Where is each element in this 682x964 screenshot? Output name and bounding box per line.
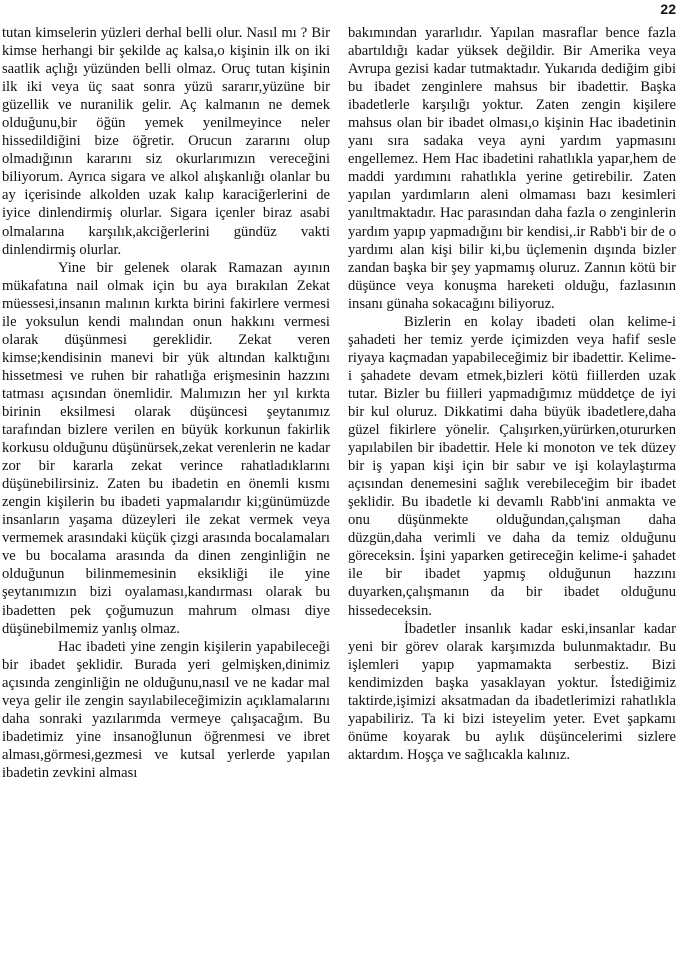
- paragraph: İbadetler insanlık kadar eski,insanlar kadar yeni bir görev olarak karşımızda bulunmaktadır. Bu işlemleri yapıp yapmamakta serbestiz. Bizi kendimizden başka yasaklayan yoktur. İstediğimiz taktirde,işimizi aksatmadan da ibadetlerimizi rahatlıkla yapabiliriz. Ta ki bizi isteyelim yeter. Evet şapkamı önüme koyarak bu aylık düşüncelerimi sizlere aktardım. Hoşça ve sağlıcakla kalınız.: [348, 620, 676, 763]
- left-text-column: [2, 24, 330, 960]
- paragraph: bakımından yararlıdır. Yapılan masraflar bence fazla abartıldığı kadar yüksek değildir. Bir Amerika veya Avrupa gezisi kadar tutmaktadır. Yukarıda dediğim gibi bu ibadet zenginlere mahsus bir ibadettir. Başka ibadetlerle karşılığı yoktur. Zaten zengin kişilere mahsus olan bir ibadet olması,o kişinin Hac ibadetinin yanı sıra sadaka veya ayni yardım yapmasını engellemez. Hem Hac ibadetini rahatlıkla yapar,hem de maddi yardımını rahatlıkla yerine getirebilir. Zaten yapılan yardımların aleni olmaması bazı kesimleri yanıltmaktadır. Hac parasından daha fazla o zenginlerin yardım yapıp yapmadığını bir kendisi,.ir Rabb'i bir de o yardımı alan kişi bilir ki,bu üçlemenin dışında bizler zandan başka bir şey yapmamış oluruz. Zannın kötü bir düşünce veya konuşma hareketi olduğu, fazlasının insanı günaha sokacağını biliyoruz.: [348, 25, 676, 312]
- page-number: 22: [660, 1, 676, 17]
- right-text-column: [348, 24, 676, 960]
- paragraph: tutan kimselerin yüzleri derhal belli olur. Nasıl mı ? Bir kimse herhangi bir şekilde aç kalsa,o kişinin ilk on iki saatlik açlığı yüzünden belli olmaz. Oruç tutan kişinin ilk iki veya üç saat sonra yüzü sararır,yüzüne bir güzellik ve nuranilik gelir. Aç kalmanın ne demek olduğunu,bir öğün yemek yenilmeyince neler hissedildiğini bize öğretir. Orucun zararını olup olmadığının kararını siz okurlarımızın vereceğini biliyorum. Ayrıca sigara ve alkol alışkanlığı olanlar bu ay içerisinde alkolden uzak kalıp karaciğerlerini de iyice dinlendirmiş olurlar. Sigara içenler biraz asabi olmalarına karşılık,akciğerlerini gündüz vakti dinlendirmiş olurlar.: [2, 25, 330, 258]
- paragraph: Hac ibadeti yine zengin kişilerin yapabileceği bir ibadet şeklidir. Burada yeri gelmişken,dinimiz açısında zenginliğin ne olduğunu,nasıl ve ne kadar mal veya gelir ile zengin sayılabileceğimizin açıklamalarını daha sonraki yazılarımda vermeye çalışacağım. Bu ibadetimiz yine insanoğlunun öğrenmesi ve ibret alması,görmesi,gezmesi ve kutsal yerlerde yapılan ibadetin zevkini alması: [2, 638, 330, 781]
- paragraph: Bizlerin en kolay ibadeti olan kelime-i şahadeti her temiz yerde içimizden veya hafif sesle riyaya kaçmadan yapabileceğimiz bir ibadettir. Kelime-i şahadete devam etmek,bizleri kötü fiillerden uzak tutar. Bizler bu fiilleri yapmadığımız müddetçe de iyi bir kul oluruz. Dikkatimi daha büyük ibadetlere,daha güzel fikirlere yönelir. Çalışırken,yürürken,otururken yapılabilen bir ibadettir. Hele ki monoton ve tek düzey bir iş yapan kişi için bir sabır ve işi kolaylaştırma açısından denemesini sağlık verebileceğim bir ibadet şeklidir. Bu ibadetle ki devamlı Rabb'ini anmakta ve onu düşünmekte olduğundan,çalışman daha düzgün,daha verimli ve daha da temiz olduğunu göreceksin. İşini yaparken getireceğin kelime-i şahadet ile bir ibadet yapmış olduğunun hazzını duyarken,çalışmanın da bir ibadet olduğunu hissedeceksin.: [348, 313, 676, 619]
- paragraph: Yine bir gelenek olarak Ramazan ayının mükafatına nail olmak için bu aya bırakılan Zekat müessesi,insanın malının kırkta birini fakirlere vermesi ile yoksulun kendi malından onun hakkını vermesi olarak düşünmesi gereklidir. Zekat veren kimse;kendisinin manevi bir yük altından kalktığını hissetmesi ve ruhen bir rahatlığa erişmesinin hazzını tatması açısından önemlidir. Malımızın her yıl kırkta birinin eksilmesi olarak düşüncesi şeytanımız tarafından bizlere verilen en büyük korkunun fakirlik korkusu olduğunu düşünürsek,zekat verenlerin ne kadar zor bir kararla zekat verince rahatladıklarını düşünebilirsiniz. Zaten bu ibadetin en önemli kısmı zengin kişilerin bu ibadeti yapmalarıdır ki;günümüzde insanların yaşama düzeyleri ile zekat vermek veya vermemek arasındaki küçük çizgi arasında bocalamaları ve bu bocalama arasında da dinen zenginliğin ne olduğunun bilinmemesinin eksikliği ile yine şeytanımızın bizi oyalaması,kandırması olarak bu ibadetten pek çoğumuzun mahrum olması diye düşünebilmemiz yanlış olmaz.: [2, 259, 330, 637]
